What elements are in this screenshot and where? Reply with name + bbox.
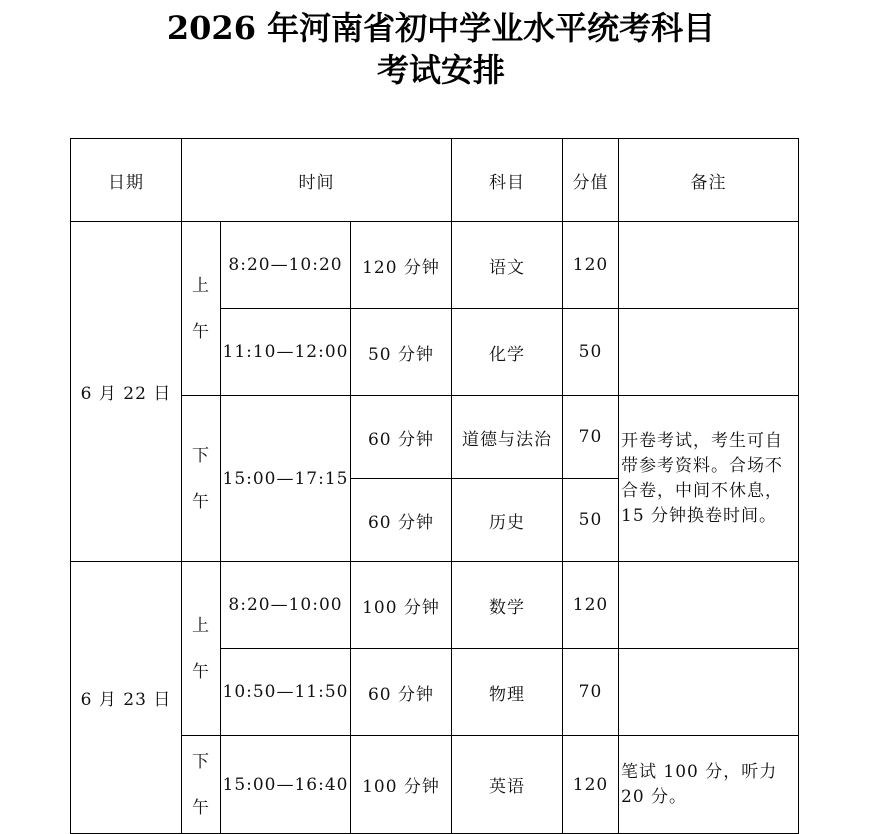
period-cell: [182, 396, 221, 562]
period-cell: [182, 562, 221, 736]
score-cell: 50: [563, 309, 619, 396]
duration-cell: 120 分钟: [351, 222, 452, 309]
time-cell: 10:50—11:50: [221, 649, 351, 736]
time-cell: 8:20—10:00: [221, 562, 351, 649]
period-cell: [182, 222, 221, 396]
duration-cell: 60 分钟: [351, 479, 452, 562]
subject-cell: 数学: [452, 562, 563, 649]
header-score: 分值: [563, 139, 619, 222]
period-label: 午: [192, 797, 210, 818]
document-title-line2: 考试安排: [376, 51, 505, 89]
time-cell: 15:00—17:15: [221, 396, 351, 562]
subject-cell: 化学: [452, 309, 563, 396]
subject-cell: 英语: [452, 736, 563, 834]
date-cell: 6 月 23 日: [71, 562, 182, 834]
table-row: [71, 562, 799, 649]
document-title-line1: 2026 年河南省初中学业水平统考科目: [166, 9, 716, 47]
subject-cell: 历史: [452, 479, 563, 562]
score-cell: 120: [563, 562, 619, 649]
period-label: 下: [192, 445, 210, 466]
duration-cell: 60 分钟: [351, 396, 452, 479]
score-cell: 50: [563, 479, 619, 562]
duration-cell: 100 分钟: [351, 736, 452, 834]
subject-cell: 语文: [452, 222, 563, 309]
note-cell: 开卷考试，考生可自带参考资料。合场不合卷，中间不休息，15 分钟换卷时间。: [619, 396, 799, 562]
header-time: 时间: [182, 139, 452, 222]
score-cell: 120: [563, 736, 619, 834]
duration-cell: 100 分钟: [351, 562, 452, 649]
duration-cell: 60 分钟: [351, 649, 452, 736]
note-cell: [619, 562, 799, 649]
duration-cell: 50 分钟: [351, 309, 452, 396]
period-label: 午: [192, 491, 210, 512]
header-subject: 科目: [452, 139, 563, 222]
time-cell: 11:10—12:00: [221, 309, 351, 396]
period-label: 下: [192, 751, 210, 772]
time-cell: 8:20—10:20: [221, 222, 351, 309]
period-label: 上: [192, 615, 210, 636]
header-date: 日期: [71, 139, 182, 222]
score-cell: 120: [563, 222, 619, 309]
date-cell: 6 月 22 日: [71, 222, 182, 562]
period-cell: [182, 736, 221, 834]
period-label: 午: [192, 321, 210, 342]
score-cell: 70: [563, 396, 619, 479]
note-cell: [619, 222, 799, 309]
exam-schedule-table: [70, 138, 799, 834]
subject-cell: 道德与法治: [452, 396, 563, 479]
table-row: [71, 222, 799, 309]
period-label: 午: [192, 661, 210, 682]
note-cell: [619, 649, 799, 736]
header-note: 备注: [619, 139, 799, 222]
note-cell: [619, 309, 799, 396]
table-header-row: [71, 139, 799, 222]
period-label: 上: [192, 275, 210, 296]
time-cell: 15:00—16:40: [221, 736, 351, 834]
subject-cell: 物理: [452, 649, 563, 736]
score-cell: 70: [563, 649, 619, 736]
note-cell: 笔试 100 分，听力 20 分。: [619, 736, 799, 834]
